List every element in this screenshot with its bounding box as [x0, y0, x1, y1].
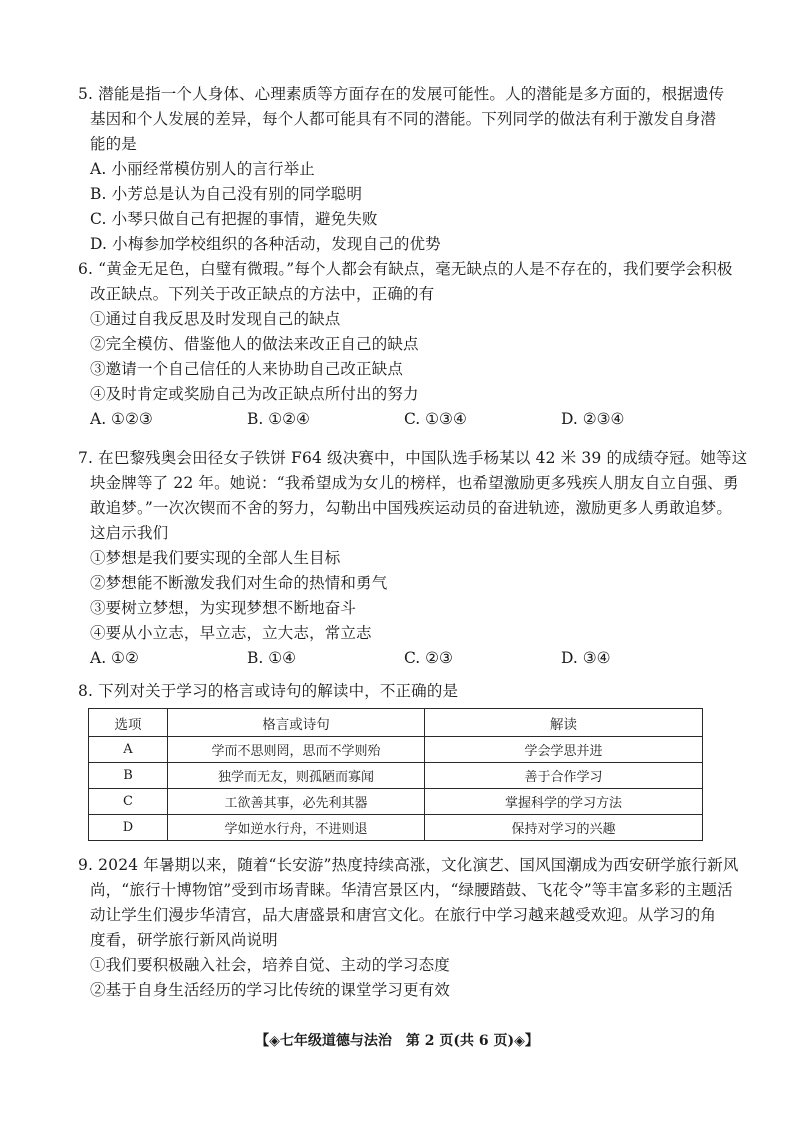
q7-option-b: B. ①④	[247, 649, 297, 667]
q9-stem-line-3: 动让学生们漫步华清宫，品大唐盛景和唐宫文化。在旅行中学习越来越受欢迎。从学习的角	[90, 906, 717, 924]
q5-stem-line-2: 基因和个人发展的差异，每个人都可能具有不同的潜能。下列同学的做法有利于激发自身潜	[90, 110, 717, 128]
q7-item-1: ①梦想是我们要实现的全部人生目标	[90, 549, 341, 567]
q7-stem-line-2: 块金牌等了 22 年。她说：“我希望成为女儿的榜样，也希望激励更多残疾人朋友自立自强、勇	[90, 474, 739, 492]
question-8	[78, 679, 718, 704]
q9-item-1: ①我们要积极融入社会，培养自觉、主动的学习态度	[90, 956, 450, 974]
q5-option-b: B. 小芳总是认为自己没有别的同学聪明	[90, 185, 363, 203]
row-interpretation: 善于合作学习	[425, 763, 703, 789]
q7-stem-line-4: 这启示我们	[90, 524, 169, 542]
q9-stem-line-2: 尚，“旅行十博物馆”受到市场青睐。华清宫景区内，“绿腰踏鼓、飞花令”等丰富多彩的主题活	[90, 881, 733, 899]
row-option: D	[89, 815, 168, 841]
q6-stem-line-2: 改正缺点。下列关于改正缺点的方法中，正确的有	[90, 285, 435, 303]
question-5	[78, 82, 725, 257]
row-option: C	[89, 789, 168, 815]
q5-option-a: A. 小丽经常模仿别人的言行举止	[90, 160, 315, 178]
q8-table	[88, 708, 703, 841]
table-row	[89, 737, 703, 763]
q7-options	[78, 646, 718, 671]
page-footer: 【◈七年级道德与法治 第 2 页(共 6 页)◈】	[255, 1033, 539, 1049]
row-maxim: 学如逆水行舟，不进则退	[168, 815, 425, 841]
q6-item-3: ③邀请一个自己信任的人来协助自己改正缺点	[90, 360, 404, 378]
q9-stem-line-4: 度看，研学旅行新风尚说明	[90, 931, 278, 949]
q6-item-1: ①通过自我反思及时发现自己的缺点	[90, 310, 341, 328]
q7-option-d: D. ③④	[561, 649, 611, 667]
table-row	[89, 815, 703, 841]
row-interpretation: 学会学思并进	[425, 737, 703, 763]
header-maxim: 格言或诗句	[168, 709, 425, 737]
row-maxim: 独学而无友，则孤陋而寡闻	[168, 763, 425, 789]
q6-item-2: ②完全模仿、借鉴他人的做法来改正自己的缺点	[90, 335, 419, 353]
q5-option-c: C. 小琴只做自己有把握的事情，避免失败	[90, 210, 378, 228]
q5-stem-line-1: 5. 潜能是指一个人身体、心理素质等方面存在的发展可能性。人的潜能是多方面的，根据遗传	[78, 85, 725, 103]
table-row	[89, 789, 703, 815]
q6-option-b: B. ①②④	[247, 410, 310, 428]
q6-option-a: A. ①②③	[90, 410, 153, 428]
q8-stem: 8. 下列对关于学习的格言或诗句的解读中，不正确的是	[78, 682, 459, 700]
question-7	[78, 446, 748, 671]
question-6	[78, 257, 733, 432]
row-interpretation: 掌握科学的学习方法	[425, 789, 703, 815]
q6-stem-line-1: 6. “黄金无足色，白璧有微瑕。”每个人都会有缺点，毫无缺点的人是不存在的，我们要学会积极	[78, 260, 733, 278]
q9-item-2: ②基于自身生活经历的学习比传统的课堂学习更有效	[90, 981, 450, 999]
header-interpretation: 解读	[425, 709, 703, 737]
q7-option-c: C. ②③	[404, 649, 453, 667]
q7-item-2: ②梦想能不断激发我们对生命的热情和勇气	[90, 574, 388, 592]
q7-item-3: ③要树立梦想，为实现梦想不断地奋斗	[90, 599, 357, 617]
row-maxim: 工欲善其事，必先利其器	[168, 789, 425, 815]
q9-stem-line-1: 9. 2024 年暑期以来，随着“长安游”热度持续高涨，文化演艺、国风国潮成为西安研学旅行新风	[78, 856, 739, 874]
q7-item-4: ④要从小立志，早立志，立大志，常立志	[90, 624, 372, 642]
table-header-row	[89, 709, 703, 737]
q6-option-c: C. ①③④	[404, 410, 467, 428]
q7-stem-line-1: 7. 在巴黎残奥会田径女子铁饼 F64 级决赛中，中国队选手杨某以 42 米 39 的成绩夺冠。她等这	[78, 449, 748, 467]
header-option: 选项	[89, 709, 168, 737]
row-interpretation: 保持对学习的兴趣	[425, 815, 703, 841]
row-option: A	[89, 737, 168, 763]
q5-option-d: D. 小梅参加学校组织的各种活动，发现自己的优势	[90, 235, 441, 253]
row-maxim: 学而不思则罔，思而不学则殆	[168, 737, 425, 763]
q7-option-a: A. ①②	[90, 649, 139, 667]
q5-stem-line-3: 能的是	[90, 135, 137, 153]
table-row	[89, 763, 703, 789]
q6-item-4: ④及时肯定或奖励自己为改正缺点所付出的努力	[90, 385, 419, 403]
q7-stem-line-3: 敢追梦。”一次次锲而不舍的努力，勾勒出中国残疾运动员的奋进轨迹，激励更多人勇敢追梦。	[90, 499, 732, 517]
question-9	[78, 853, 739, 1003]
q6-options	[78, 407, 718, 432]
q6-option-d: D. ②③④	[561, 410, 625, 428]
row-option: B	[89, 763, 168, 789]
